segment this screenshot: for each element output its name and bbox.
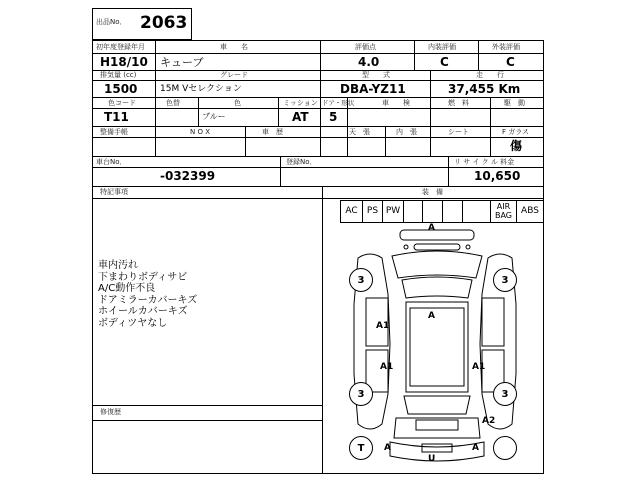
interior-score-label: 内装評価 — [428, 43, 456, 51]
registration-value: H18/10 — [100, 55, 148, 69]
equipment-airbag: AIR BAG — [494, 202, 513, 220]
color-label: 色 — [234, 99, 241, 107]
equipment-ac: AC — [345, 206, 358, 216]
special-notes-label: 特記事項 — [100, 188, 128, 196]
exterior-score-label: 外装評価 — [492, 43, 520, 51]
lot-number-label: 出品No． — [96, 18, 127, 26]
displacement-label: 排気量 (cc) — [100, 71, 137, 79]
chassis-label: 車台No． — [96, 158, 127, 166]
nox-label: N O X — [190, 128, 210, 136]
car-name-label: 車 名 — [220, 43, 248, 51]
damage-left-front-door: A1 — [376, 321, 390, 331]
damage-hood-front: A — [428, 223, 435, 233]
recycle-fee-label: リ サ イ ク ル 料金 — [454, 158, 515, 166]
registration-label: 初年度登録年月 — [96, 43, 145, 51]
fuel-label: 燃 料 — [448, 99, 469, 107]
tire-score-front-left: 3 — [349, 268, 373, 292]
displacement-value: 1500 — [104, 82, 138, 96]
remarks-list — [98, 260, 197, 329]
doors-value: 5 — [329, 110, 338, 124]
damage-left-rear-door: A1 — [380, 362, 394, 372]
exterior-score-value: C — [506, 55, 515, 69]
recycle-fee-value: 10,650 — [474, 169, 521, 183]
color-code-label: 色コード — [108, 99, 136, 107]
doors-label: ドア・形状 — [322, 99, 355, 107]
model-label: 型 式 — [362, 71, 390, 79]
front-glass-label: F ガラス — [502, 128, 530, 136]
mileage-label: 走 行 — [476, 71, 504, 79]
interior-trim-label: 内 張 — [396, 128, 417, 136]
tire-score-front-right: 3 — [493, 268, 517, 292]
score-label: 評価点 — [355, 43, 376, 51]
remark-item: ドアミラーカバーキズ — [98, 294, 198, 306]
inspection-label: 車 検 — [382, 99, 410, 107]
damage-roof: A — [428, 311, 435, 321]
score-value: 4.0 — [358, 55, 380, 69]
car-name-value: キューブ — [160, 56, 204, 69]
repair-history-label: 修復歴 — [100, 408, 121, 416]
maintenance-book-label: 整備手帳 — [100, 128, 128, 136]
damage-rear-left-bumper: A — [384, 443, 391, 453]
remark-item: ボディツヤなし — [98, 317, 168, 329]
damage-right-rear-door: A1 — [472, 362, 486, 372]
grade-label: グレード — [220, 71, 248, 79]
drive-label: 駆 動 — [504, 99, 525, 107]
equipment-label: 装 備 — [422, 188, 443, 196]
model-value: DBA-YZ11 — [340, 82, 406, 96]
seat-label: シート — [448, 128, 469, 136]
rear-right-wheel — [493, 436, 517, 460]
color-code-value: T11 — [104, 110, 129, 124]
damage-rear-right-bumper: A — [472, 443, 479, 453]
mission-value: AT — [292, 110, 309, 124]
color-change-label: 色替 — [166, 99, 180, 107]
chassis-value: -032399 — [160, 169, 216, 183]
tire-score-rear-right: 3 — [493, 382, 517, 406]
remark-item: 下まわりボディサビ — [98, 271, 188, 283]
registration-number-label: 登録No． — [286, 158, 317, 166]
damage-rear-right-quarter: A2 — [482, 416, 496, 426]
equipment-pw: PW — [385, 206, 401, 216]
tire-score-rear-left: 3 — [349, 382, 373, 406]
remark-item: 車内汚れ — [98, 260, 138, 271]
mileage-value: 37,455 Km — [448, 82, 521, 96]
damage-rear-bottom: U — [428, 454, 436, 464]
grade-value: 15M Vセレクション — [160, 84, 242, 94]
spare-tire-indicator: T — [349, 436, 373, 460]
mission-label: ミッション — [283, 99, 318, 107]
equipment-ps: PS — [366, 206, 379, 216]
ceiling-label: 天 張 — [349, 128, 370, 136]
lot-number: 2063 — [140, 13, 188, 33]
equipment-abs: ABS — [521, 206, 539, 216]
history-label: 車 歴 — [262, 128, 283, 136]
remark-item: ホイールカバーキズ — [98, 306, 188, 317]
front-glass-value: 傷 — [510, 139, 523, 153]
remark-item: A/C動作不良 — [98, 283, 156, 294]
color-value: ブルー — [202, 112, 226, 121]
interior-score-value: C — [440, 55, 449, 69]
